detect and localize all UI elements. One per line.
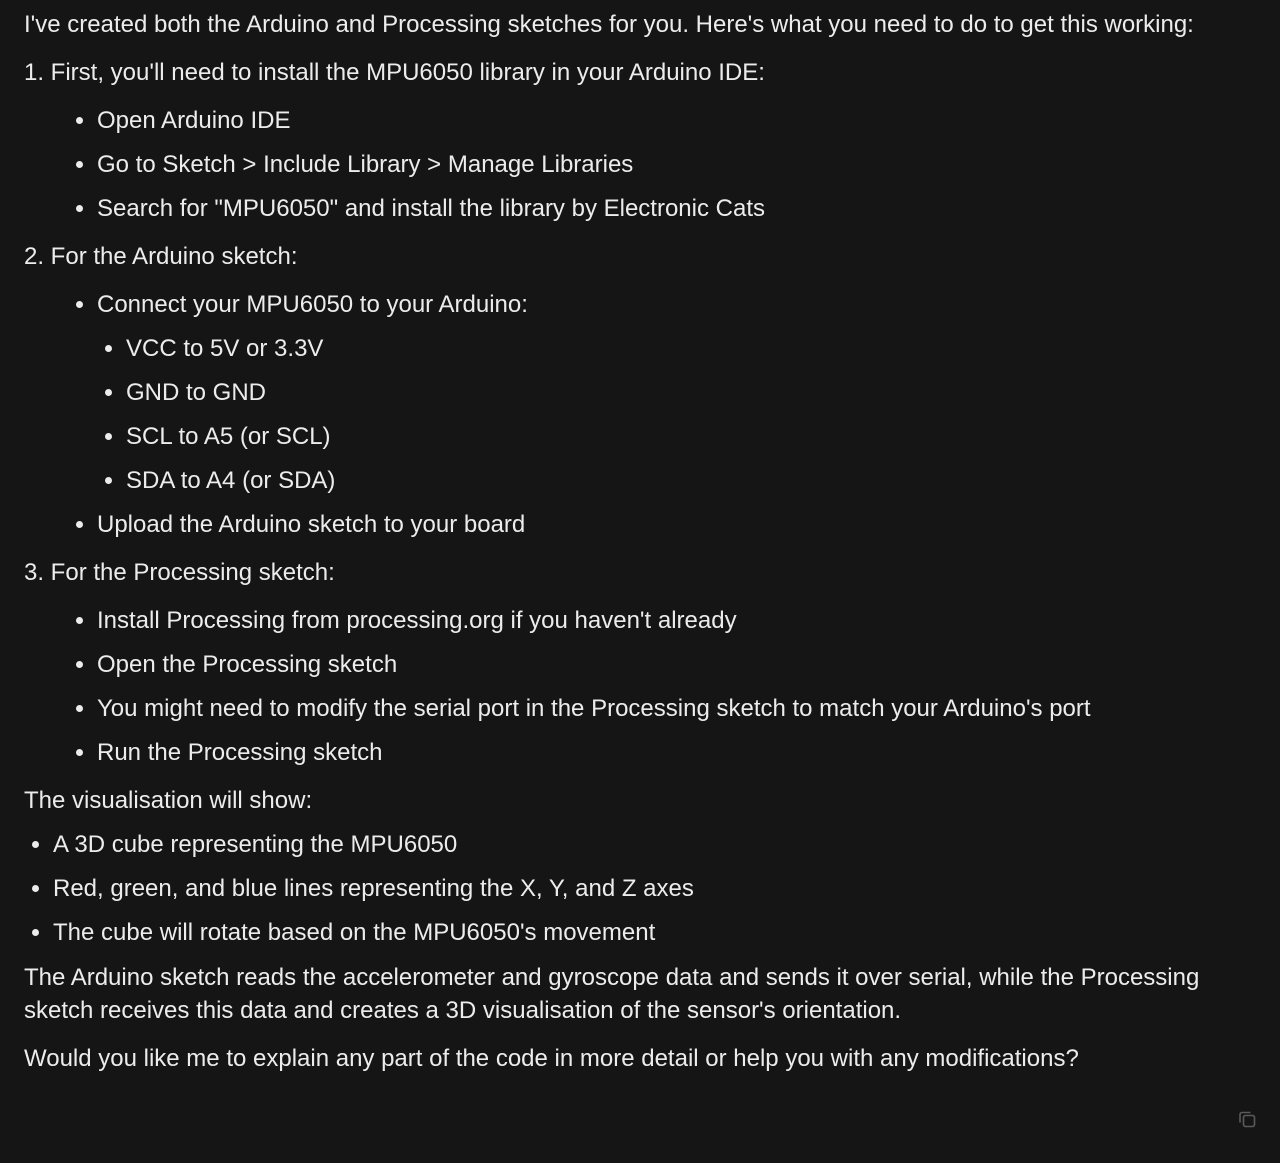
list-item: Open Arduino IDE: [24, 104, 1264, 137]
visualisation-list: [24, 828, 1264, 949]
list-item: Red, green, and blue lines representing the X, Y, and Z axes: [24, 872, 1264, 905]
step-processing-sketch: [24, 556, 1264, 769]
wiring-list: [97, 332, 1264, 497]
wiring-item: SCL to A5 (or SCL): [97, 420, 1264, 453]
step-title: 1. First, you'll need to install the MPU6050 library in your Arduino IDE:: [24, 59, 765, 86]
list-item: Install Processing from processing.org if you haven't already: [24, 604, 1264, 637]
copy-icon: [1237, 1109, 1257, 1129]
assistant-message: [24, 8, 1264, 1090]
step-list: [24, 288, 1264, 541]
wiring-item: VCC to 5V or 3.3V: [97, 332, 1264, 365]
list-item: Upload the Arduino sketch to your board: [24, 508, 1264, 541]
list-item: The cube will rotate based on the MPU6050's movement: [24, 916, 1264, 949]
list-item: Search for "MPU6050" and install the library by Electronic Cats: [24, 192, 1264, 225]
list-item-label: Connect your MPU6050 to your Arduino:: [97, 291, 528, 318]
intro-text: I've created both the Arduino and Processing sketches for you. Here's what you need to do to get this working:: [24, 11, 1194, 38]
summary-text: The Arduino sketch reads the accelerometer and gyroscope data and sends it over serial, while the Processing sketch receives this data and creates a 3D visualisation of the sensor's orientation.: [24, 964, 1200, 1024]
visualisation-heading: The visualisation will show:: [24, 787, 313, 814]
wiring-item: GND to GND: [97, 376, 1264, 409]
list-item-connect: [24, 288, 1264, 497]
step-list: [24, 604, 1264, 769]
list-item: Open the Processing sketch: [24, 648, 1264, 681]
step-list: [24, 104, 1264, 225]
follow-up-question: Would you like me to explain any part of the code in more detail or help you with any modifications?: [24, 1045, 1079, 1072]
wiring-item: SDA to A4 (or SDA): [97, 464, 1264, 497]
list-item: A 3D cube representing the MPU6050: [24, 828, 1264, 861]
step-install-library: [24, 56, 1264, 225]
step-title: 2. For the Arduino sketch:: [24, 243, 298, 270]
list-item: Run the Processing sketch: [24, 736, 1264, 769]
step-title: 3. For the Processing sketch:: [24, 559, 335, 586]
list-item: You might need to modify the serial port in the Processing sketch to match your Arduino's port: [24, 692, 1264, 725]
copy-button[interactable]: [1237, 1109, 1257, 1129]
step-arduino-sketch: [24, 240, 1264, 541]
list-item: Go to Sketch > Include Library > Manage Libraries: [24, 148, 1264, 181]
